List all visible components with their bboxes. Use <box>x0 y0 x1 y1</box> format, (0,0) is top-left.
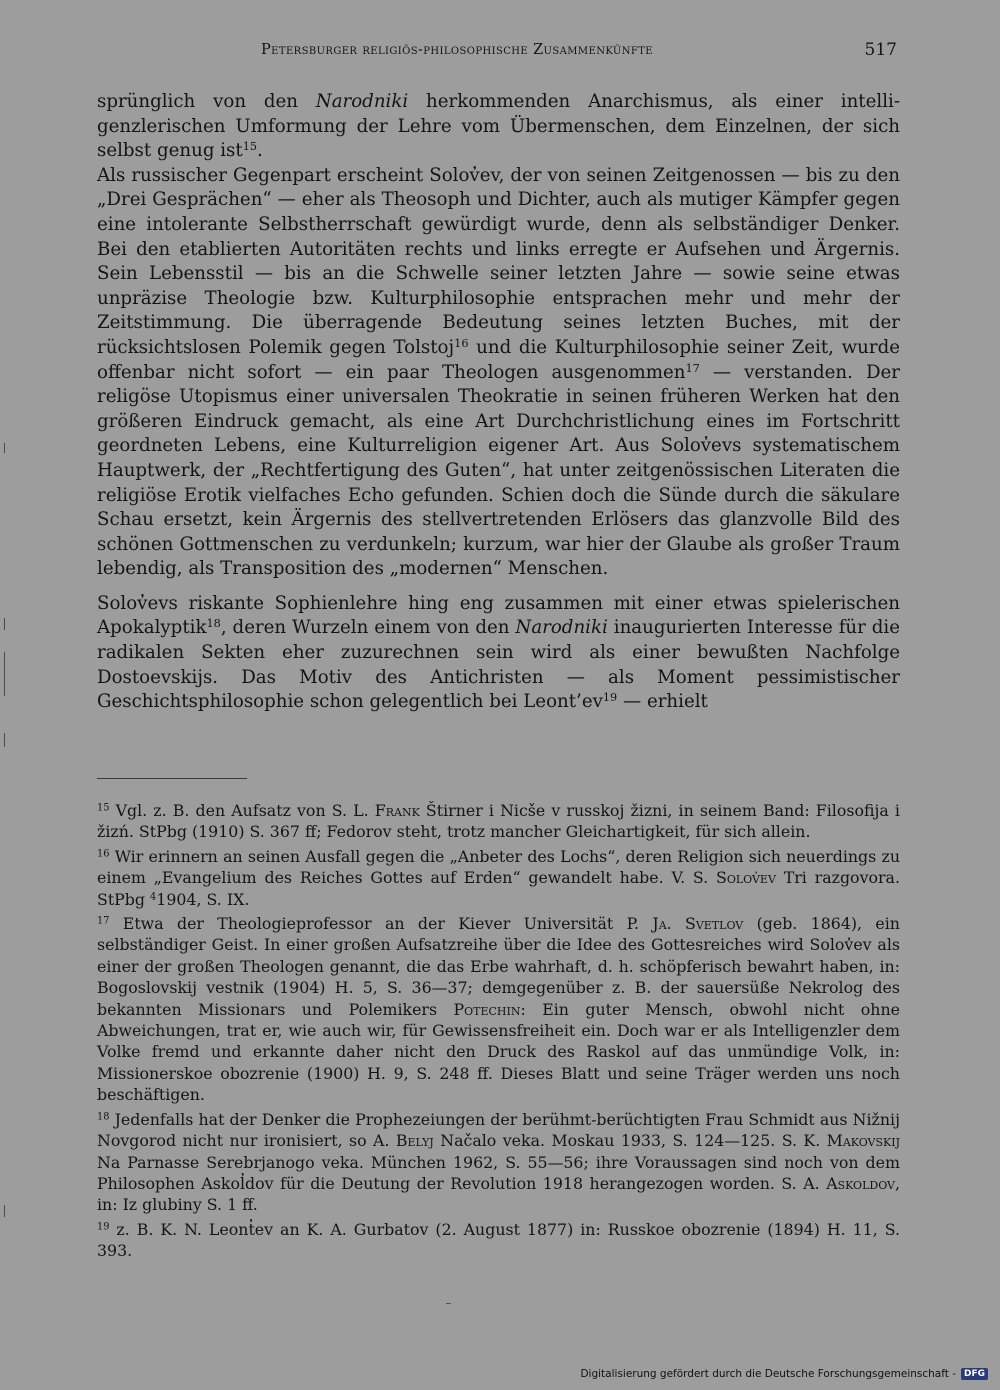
text-run: . <box>257 140 263 162</box>
footnote-ref: 16 <box>454 336 469 350</box>
footnote-number: 17 <box>97 915 110 927</box>
author-name: Askoldov <box>826 1173 895 1193</box>
footnote-15 <box>97 800 900 843</box>
author-name: Belyj <box>395 1131 434 1151</box>
footnote-number: 18 <box>97 1111 110 1123</box>
text-run: Tri razgovora. StPbg <box>97 868 900 909</box>
text-run: Štirner i Nicše v russkoj žizni, in seinem Band: Filosofija i žizń. StPbg (1910) S. 367 ff; Fedorov steht, trotz mancher Gleichartigkeit, für sich allein. <box>97 801 900 842</box>
footnote-ref: 19 <box>602 691 618 705</box>
footnote-ref: 18 <box>206 617 221 631</box>
text-run: z. B. K. N. Leont̓ev an K. A. Gurbatov (2. August 1877) in: Russkoe obozrenie (1894) H. 11, S. 393. <box>97 1219 900 1261</box>
italic-term: Narodniki <box>315 91 409 112</box>
margin-mark <box>4 1205 5 1217</box>
author-name: Makovskij <box>826 1131 900 1151</box>
footnote-19 <box>97 1219 900 1262</box>
edition-number: 4 <box>150 891 157 903</box>
text-run: Vgl. z. B. den Aufsatz von S. L. <box>115 801 375 820</box>
paragraph-1 <box>97 90 900 164</box>
margin-mark <box>4 618 5 630</box>
footnote-divider <box>97 778 247 779</box>
digitization-credit <box>580 1366 988 1382</box>
running-title: Petersburger religiös-philosophische Zusammenkünfte <box>261 42 653 58</box>
text-run: 1904, S. IX. <box>156 889 250 909</box>
paragraph-2 <box>97 164 900 582</box>
text-run: Als russischer Gegenpart erscheint Solov̓ev, der von seinen Zeitgenossen — bis zu den „Drei Gesprächen“ — eher als Theosoph und Dichter, auch als mutiger Kämpfer gegen eine intolerante Selbstherrschaft gewürdigt wurde, denn als selbständiger Denker. Bei den etablierten Autoritäten rechts und links erregte er Aufsehen und Ärgernis. Sein Lebensstil — bis an die Schwelle seiner letzten Jahre — sowie seine etwas unpräzise Theologie bzw. Kulturphilosophie entsprachen mehr und mehr der Zeitstimmung. Die überragende Bedeutung seines letzten Buches, mit der rücksichtslosen Polemik gegen Tolstoj <box>97 164 900 358</box>
page-number: 517 <box>864 40 897 60</box>
credit-text: Digitalisierung gefördert durch die Deutsche Forschungsgemeinschaft - <box>580 1368 956 1380</box>
margin-mark <box>4 733 5 747</box>
body-text <box>97 90 900 715</box>
text-run: Etwa der Theologieprofessor an der Kiever Universität P. <box>122 914 653 934</box>
text-run: sprünglich von den <box>97 91 316 112</box>
margin-mark <box>4 652 5 696</box>
text-run: Solov̓evs riskante Sophienlehre hing eng zusammen mit einer etwas spielerischen Apokalyptik <box>97 592 900 639</box>
footnote-number: 15 <box>97 802 110 814</box>
footnote-17 <box>97 913 900 1106</box>
footnotes <box>97 800 900 1265</box>
dfg-logo-icon: DFG <box>961 1368 988 1380</box>
author-name: Potechin <box>453 999 521 1019</box>
footnote-ref: 15 <box>242 139 258 153</box>
page-mark <box>446 1303 451 1304</box>
text-run: inaugurierten Interesse für die radikalen Sekten eher zuzurechnen sein wird als einer bewußten Nachfolge Dostoevskijs. Das Motiv des Antichristen — als Moment pessimistischer Geschichtsphilosophie schon gelegentlich bei Leont’ev <box>97 617 900 713</box>
author-name: Solov̓ev <box>716 868 776 888</box>
text-run: , deren Wurzeln einem von den <box>220 617 516 639</box>
text-run: herkommenden Anarchismus, als einer intelligenzlerischen Umformung der Lehre vom Übermenschen, dem Einzelnen, der sich selbst genug ist <box>97 91 900 162</box>
text-run: und die Kulturphilosophie seiner Zeit, wurde offenbar nicht sofort — ein paar Theologen ausgenommen <box>97 336 900 383</box>
paragraph-3 <box>97 592 900 715</box>
footnote-18 <box>97 1109 900 1216</box>
text-run: — verstanden. Der religöse Utopismus einer universalen Theokratie in seinen früheren Werken hat den größeren Eindruck gemacht, als eine Art Durchchristlichung eines im Fortschritt geordneten Lebens, eine Kulturreligion eigener Art. Aus Solov̓evs systematischem Hauptwerk, der „Rechtfertigung des Guten“, hat unter zeitgenössischen Literaten die religiöse Erotik vielfaches Echo gefunden. Schien doch die Sünde durch die säkulare Schau ersetzt, kein Ärgernis des stellvertretenden Erlösers das glanzvolle Bild des schönen Gottmenschen zu verdunkeln; kurzum, war hier der Glaube als großer Traum lebendig, als Transposition des „modernen“ Menschen. <box>97 361 900 580</box>
text-run: : Ein guter Mensch, obwohl nicht ohne Abweichungen, trat er, wie auch wir, für Gewissensfreiheit ein. Doch war er als Intelligenzler dem Volke fremd und erkannte daher nicht den Druck des Raskol auf das unmündige Volk, in: Missionerskoe obozrenie (1900) H. 9, S. 248 ff. Dieses Blatt und seine Träger werden uns noch beschäftigen. <box>97 999 900 1105</box>
text-run: Wir erinnern an seinen Ausfall gegen die „Anbeter des Lochs“, deren Religion sich neuerdings zu einem „Evangelium des Reiches Gottes auf Erden“ gewandelt habe. V. S. <box>97 846 900 888</box>
footnote-number: 19 <box>97 1221 110 1233</box>
footnote-number: 16 <box>97 848 110 860</box>
text-run: Na Parnasse Serebrjanogo veka. München 1962, S. 55—56; ihre Voraussagen sind noch von dem Philosophen Askol̓dov für die Deutung der Revolution 1918 herangezogen worden. S. A. <box>97 1152 900 1193</box>
text-run: , in: Iz glubiny S. 1 ff. <box>97 1173 900 1215</box>
text-run: Načalo veka. Moskau 1933, S. 124—125. S. K. <box>433 1131 827 1151</box>
author-name: Ja. Svetlov <box>652 914 744 934</box>
text-run: Jedenfalls hat der Denker die Prophezeiungen der berühmt-berüchtigten Frau Schmidt aus Nižnij Novgorod nicht nur ironisiert, so A. <box>97 1109 900 1151</box>
margin-mark <box>4 443 5 453</box>
italic-term: Narodniki <box>515 617 608 639</box>
footnote-ref: 17 <box>685 361 700 375</box>
text-run: (geb. 1864), ein selbständiger Geist. In einer großen Aufsatzreihe über die Idee des Gottesreiches wird Solov̓ev als einer der großen Theologen genannt, die das Erbe wahrhaft, d. h. schöpferisch bewahrt haben, in: Bogoslovskij vestnik (1904) H. 5, S. 36—37; demgegenüber z. B. der sauersüße Nekrolog des bekannten Missionars und Polemikers <box>97 914 900 1019</box>
running-head <box>97 42 897 66</box>
text-run: — erhielt <box>617 691 708 713</box>
author-name: Frank <box>374 801 420 820</box>
footnote-16 <box>97 846 900 910</box>
